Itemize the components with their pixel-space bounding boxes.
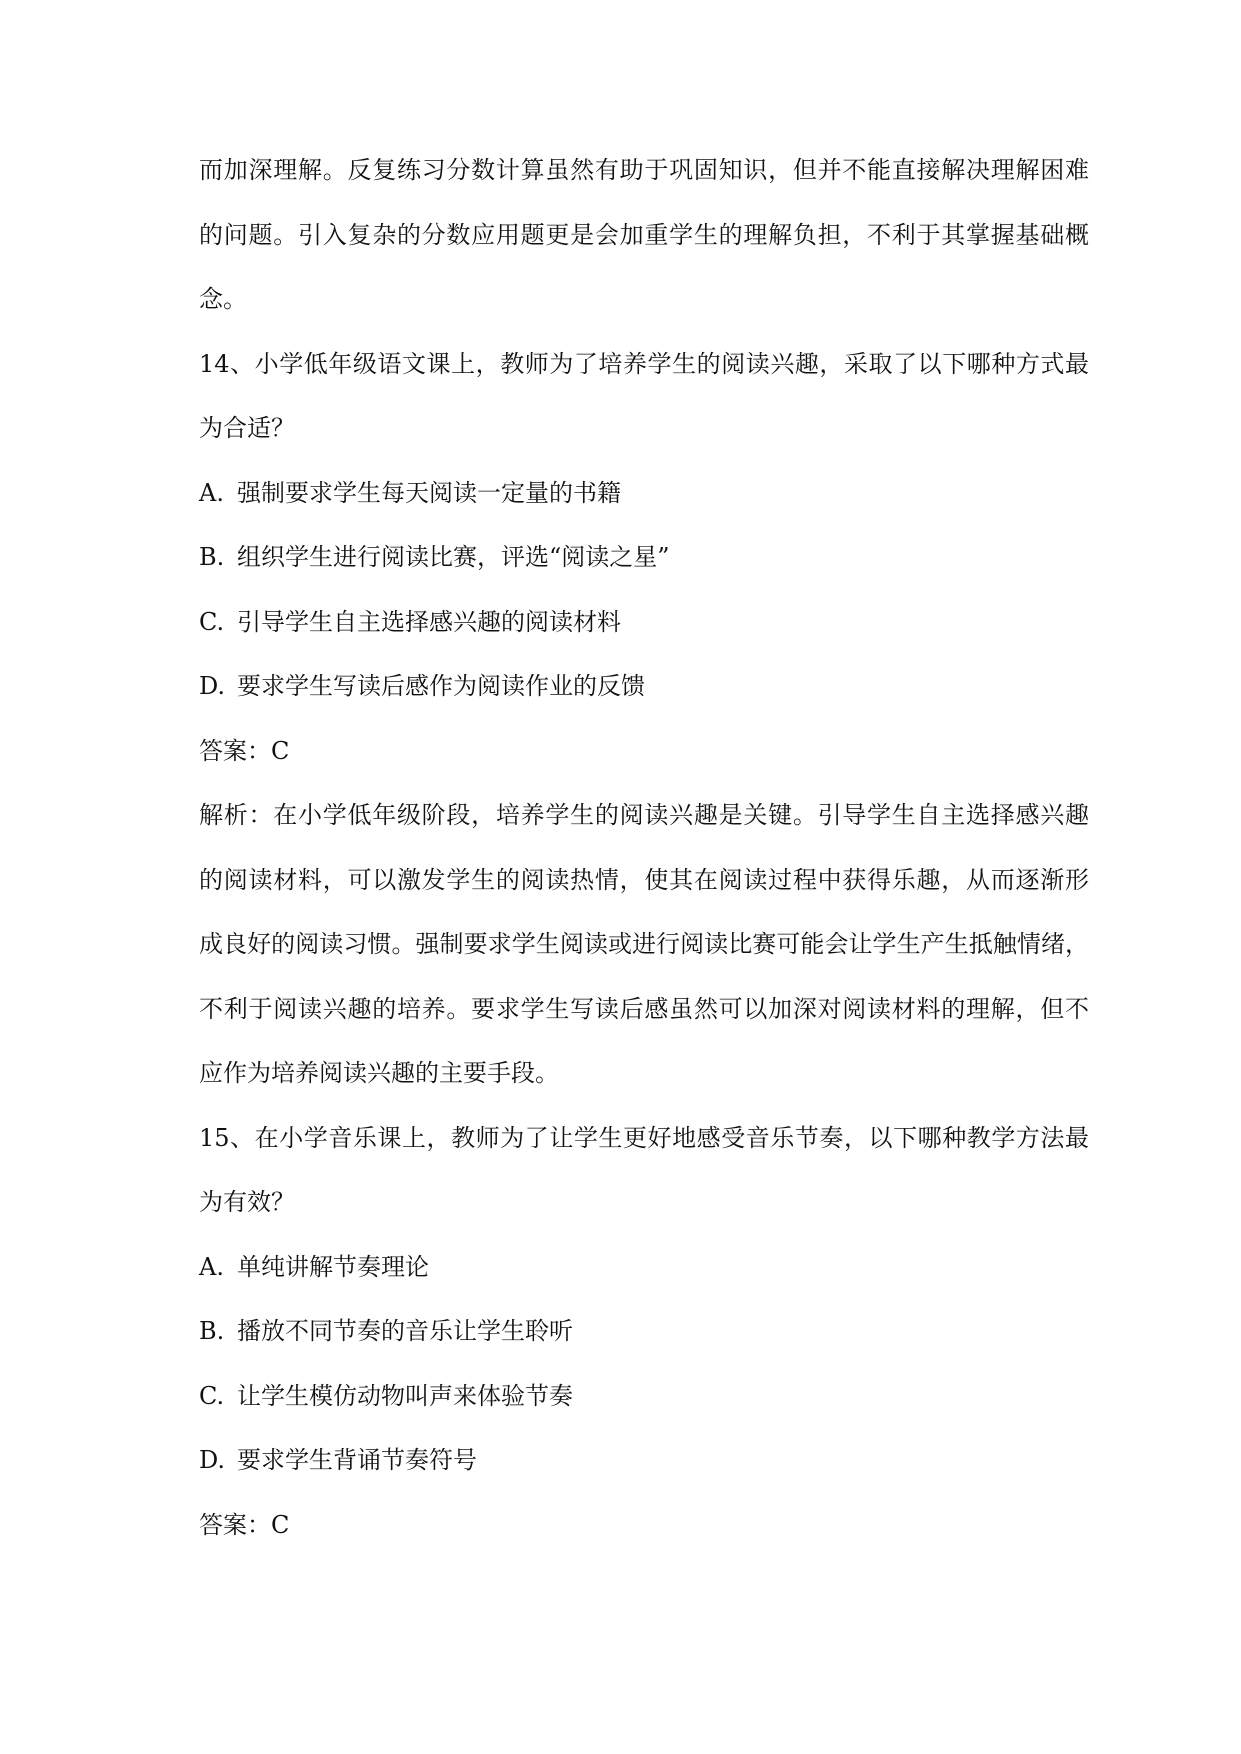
option-letter: C.: [199, 607, 225, 636]
option-text: 播放不同节奏的音乐让学生聆听: [237, 1317, 573, 1345]
q15-option-c: [199, 1364, 1089, 1429]
option-text: 强制要求学生每天阅读一定量的书籍: [237, 478, 621, 507]
option-letter: A.: [199, 478, 224, 507]
q15-option-a: [199, 1235, 1089, 1300]
q14-analysis-line: 解析：在小学低年级阶段，培养学生的阅读兴趣是关键。引导学生自主选择感兴趣: [199, 801, 1089, 829]
q15-stem-line: 为有效？: [199, 1188, 295, 1216]
q14-stem-line: 为合适？: [199, 414, 295, 442]
option-letter: A.: [199, 1252, 224, 1281]
q14-option-b: [199, 525, 1089, 590]
option-letter: D.: [199, 672, 226, 700]
option-text: 组织学生进行阅读比赛，评选“阅读之星”: [237, 543, 670, 571]
q14-answer: 答案：C: [199, 736, 290, 765]
q14-analysis-line: 成良好的阅读习惯。强制要求学生阅读或进行阅读比赛可能会让学生产生抵触情绪，: [199, 930, 1089, 958]
option-text: 让学生模仿动物叫声来体验节奏: [237, 1381, 573, 1410]
q14-analysis-line: 应作为培养阅读兴趣的主要手段。: [199, 1059, 559, 1087]
q14-stem-line: 14、小学低年级语文课上，教师为了培养学生的阅读兴趣，采取了以下哪种方式最: [199, 349, 1089, 378]
q15-option-b: [199, 1299, 1089, 1364]
continuation-line: 念。: [199, 285, 247, 313]
option-letter: B.: [199, 1317, 225, 1345]
continuation-line: 而加深理解。反复练习分数计算虽然有助于巩固知识，但并不能直接解决理解困难: [199, 156, 1089, 184]
q15-option-d: [199, 1428, 1089, 1493]
document-body: [199, 138, 1089, 1557]
option-text: 单纯讲解节奏理论: [237, 1252, 429, 1281]
option-letter: D.: [199, 1446, 226, 1474]
option-letter: C.: [199, 1381, 225, 1410]
q15-stem-line: 15、在小学音乐课上，教师为了让学生更好地感受音乐节奏，以下哪种教学方法最: [199, 1123, 1089, 1152]
q15-answer: 答案：C: [199, 1510, 290, 1539]
q14-option-c: [199, 590, 1089, 655]
q14-analysis-line: 不利于阅读兴趣的培养。要求学生写读后感虽然可以加深对阅读材料的理解，但不: [199, 994, 1089, 1023]
q14-option-d: [199, 654, 1089, 719]
option-text: 要求学生写读后感作为阅读作业的反馈: [237, 672, 645, 700]
q14-analysis-line: 的阅读材料，可以激发学生的阅读热情，使其在阅读过程中获得乐趣，从而逐渐形: [199, 865, 1089, 894]
option-letter: B.: [199, 543, 225, 571]
q14-option-a: [199, 461, 1089, 526]
continuation-line: 的问题。引入复杂的分数应用题更是会加重学生的理解负担，不利于其掌握基础概: [199, 220, 1089, 249]
option-text: 要求学生背诵节奏符号: [237, 1446, 477, 1474]
option-text: 引导学生自主选择感兴趣的阅读材料: [237, 607, 621, 636]
